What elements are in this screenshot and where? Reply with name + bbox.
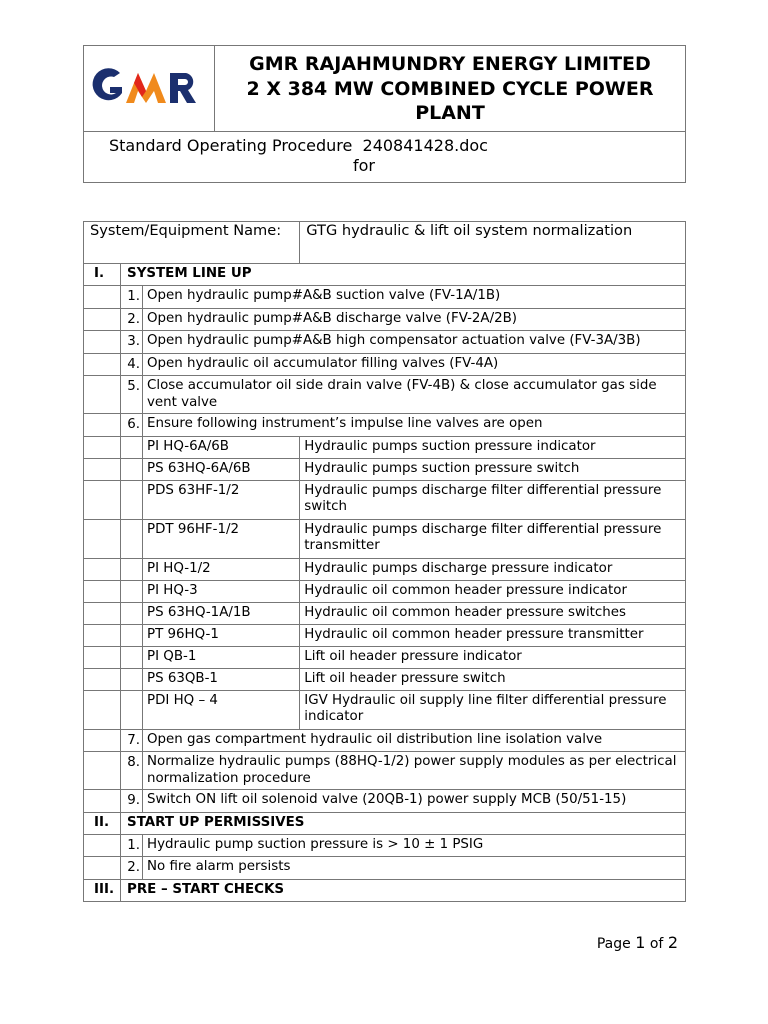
instrument-description: Hydraulic pumps discharge filter differential pressure transmitter	[300, 519, 686, 558]
step-number: 5.	[121, 376, 143, 414]
instrument-row	[84, 558, 686, 580]
step-row	[84, 353, 686, 376]
step-number: 1.	[121, 834, 143, 857]
title-line-3: PLANT	[415, 102, 485, 124]
step-text: Ensure following instrument’s impulse line valves are open	[143, 414, 686, 437]
instrument-row	[84, 436, 686, 458]
instrument-row	[84, 624, 686, 646]
instrument-row	[84, 668, 686, 690]
document-title	[215, 46, 686, 132]
instrument-tag: PDI HQ – 4	[143, 690, 300, 729]
instrument-tag: PS 63QB-1	[143, 668, 300, 690]
section-heading	[84, 812, 686, 834]
instrument-description: Hydraulic oil common header pressure indicator	[300, 580, 686, 602]
step-text: No fire alarm persists	[143, 857, 686, 880]
step-row	[84, 331, 686, 354]
section-title: START UP PERMISSIVES	[121, 812, 686, 834]
instrument-tag: PS 63HQ-1A/1B	[143, 602, 300, 624]
step-row	[84, 857, 686, 880]
instrument-tag: PI HQ-3	[143, 580, 300, 602]
section-heading	[84, 264, 686, 286]
page-total: 2	[667, 933, 678, 952]
of-word: of	[649, 936, 664, 952]
step-text: Open hydraulic pump#A&B suction valve (FV-1A/1B)	[143, 286, 686, 309]
instrument-description: Hydraulic oil common header pressure transmitter	[300, 624, 686, 646]
instrument-description: Hydraulic pumps suction pressure switch	[300, 458, 686, 480]
page-number: 1	[635, 933, 646, 952]
step-text: Switch ON lift oil solenoid valve (20QB-1) power supply MCB (50/51-15)	[143, 790, 686, 813]
instrument-row	[84, 690, 686, 729]
step-text: Close accumulator oil side drain valve (FV-4B) & close accumulator gas side vent valve	[143, 376, 686, 414]
instrument-tag: PI QB-1	[143, 646, 300, 668]
instrument-tag: PS 63HQ-6A/6B	[143, 458, 300, 480]
step-row	[84, 376, 686, 414]
step-text: Hydraulic pump suction pressure is > 10 ± 1 PSIG	[143, 834, 686, 857]
page-footer	[597, 933, 678, 952]
instrument-description: Hydraulic pumps discharge pressure indicator	[300, 558, 686, 580]
title-line-1: GMR RAJAHMUNDRY ENERGY LIMITED	[249, 53, 651, 75]
step-text: Open hydraulic oil accumulator filling valves (FV-4A)	[143, 353, 686, 376]
title-line-2: 2 X 384 MW COMBINED CYCLE POWER	[246, 77, 654, 100]
instrument-row	[84, 458, 686, 480]
step-text: Open gas compartment hydraulic oil distribution line isolation valve	[143, 729, 686, 752]
section-number: II.	[84, 812, 121, 834]
step-number: 3.	[121, 331, 143, 354]
step-text: Open hydraulic pump#A&B high compensator actuation valve (FV-3A/3B)	[143, 331, 686, 354]
step-number: 1.	[121, 286, 143, 309]
instrument-description: Hydraulic pumps discharge filter differential pressure switch	[300, 480, 686, 519]
instrument-description: Hydraulic oil common header pressure switches	[300, 602, 686, 624]
step-row	[84, 752, 686, 790]
step-row	[84, 790, 686, 813]
sop-label: Standard Operating Procedure	[109, 136, 353, 155]
instrument-description: Lift oil header pressure indicator	[300, 646, 686, 668]
instrument-tag: PI HQ-1/2	[143, 558, 300, 580]
instrument-description: Hydraulic pumps suction pressure indicator	[300, 436, 686, 458]
step-text: Normalize hydraulic pumps (88HQ-1/2) power supply modules as per electrical normalization procedure	[143, 752, 686, 790]
company-logo-cell	[84, 46, 215, 132]
section-number: I.	[84, 264, 121, 286]
section-title: PRE – START CHECKS	[121, 879, 686, 901]
step-number: 6.	[121, 414, 143, 437]
sop-row	[84, 132, 686, 183]
section-number: III.	[84, 879, 121, 901]
instrument-row	[84, 519, 686, 558]
section-heading	[84, 879, 686, 901]
instrument-description: IGV Hydraulic oil supply line filter differential pressure indicator	[300, 690, 686, 729]
step-row	[84, 729, 686, 752]
step-number: 4.	[121, 353, 143, 376]
step-number: 2.	[121, 308, 143, 331]
instrument-row	[84, 580, 686, 602]
step-number: 8.	[121, 752, 143, 790]
instrument-description: Lift oil header pressure switch	[300, 668, 686, 690]
step-number: 9.	[121, 790, 143, 813]
document-header	[83, 45, 686, 183]
procedure-table	[83, 221, 686, 902]
system-value: GTG hydraulic & lift oil system normalization	[300, 222, 686, 264]
system-row	[84, 222, 686, 264]
step-row	[84, 414, 686, 437]
step-row	[84, 308, 686, 331]
step-number: 7.	[121, 729, 143, 752]
section-title: SYSTEM LINE UP	[121, 264, 686, 286]
instrument-tag: PT 96HQ-1	[143, 624, 300, 646]
instrument-tag: PI HQ-6A/6B	[143, 436, 300, 458]
step-number: 2.	[121, 857, 143, 880]
sop-file-name: 240841428.doc	[362, 136, 488, 155]
page-word: Page	[596, 936, 631, 952]
instrument-row	[84, 480, 686, 519]
step-row	[84, 834, 686, 857]
instrument-tag: PDS 63HF-1/2	[143, 480, 300, 519]
step-text: Open hydraulic pump#A&B discharge valve (FV-2A/2B)	[143, 308, 686, 331]
sop-for: for	[353, 156, 375, 175]
system-label: System/Equipment Name:	[84, 222, 300, 264]
step-row	[84, 286, 686, 309]
instrument-row	[84, 646, 686, 668]
instrument-row	[84, 602, 686, 624]
instrument-tag: PDT 96HF-1/2	[143, 519, 300, 558]
gmr-logo	[90, 63, 208, 111]
